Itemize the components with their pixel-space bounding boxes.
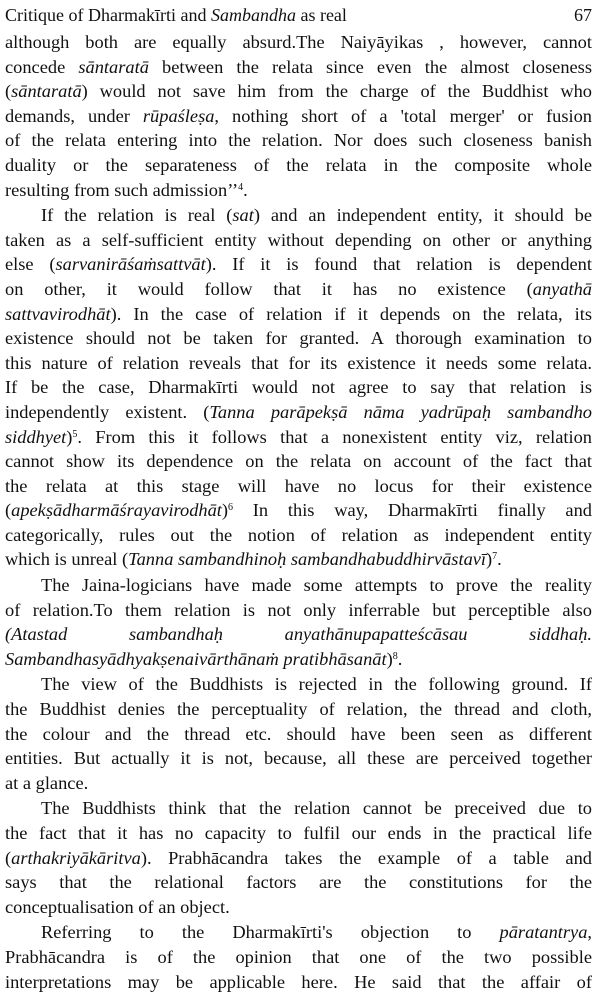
running-header: [5, 2, 592, 28]
text-line: [5, 178, 592, 203]
text-run: Prabhācandra is of the opinion that one of the two possible: [5, 946, 592, 967]
text-run: ): [221, 500, 229, 521]
italic-term: sattvavirodhāt: [5, 303, 111, 324]
italic-term: apekṣādharmāśrayavirodhāt: [11, 500, 222, 521]
text-run: . From this it follows that a nonexistent entity viz, relation: [77, 426, 592, 447]
text-run: conceptualisation of an object.: [5, 896, 230, 917]
italic-term: siddhyet: [5, 426, 67, 447]
text-run: If the relation is real (: [41, 205, 233, 226]
text-line: [5, 672, 592, 697]
text-line: [5, 104, 592, 129]
text-line: [5, 252, 592, 277]
text-run: ). Prabhācandra takes the example of a table and: [140, 847, 592, 868]
text-line: [5, 474, 592, 499]
text-run: In this way, Dharmakīrti finally and: [233, 500, 592, 521]
text-line: [5, 302, 592, 327]
italic-term: pāratantrya: [499, 922, 588, 943]
text-run: If be the case, Dharmakīrti would not agree to say that relation is: [5, 377, 592, 398]
page-body: [5, 28, 592, 994]
text-run: Referring to the Dharmakīrti's objection to: [41, 922, 500, 943]
paragraph: [5, 796, 592, 919]
text-run: resulting from such admission’’: [5, 179, 239, 200]
text-line: [5, 870, 592, 895]
text-line: [5, 722, 592, 747]
text-run: ): [486, 549, 493, 570]
running-title: [5, 5, 347, 26]
text-run: concede: [5, 56, 79, 77]
text-line: [5, 153, 592, 178]
text-run: of the relata entering into the relation. Nor does such closeness banish: [5, 130, 592, 151]
text-run: ) and an independent entity, it should be: [253, 205, 592, 226]
text-run: (: [5, 81, 12, 102]
text-line: [5, 547, 592, 572]
text-run: .: [497, 549, 502, 570]
text-line: [5, 277, 592, 302]
text-line: [5, 425, 592, 450]
footnote-ref: 4: [238, 181, 244, 193]
running-title-text: as real: [295, 4, 347, 25]
text-run: else (: [5, 254, 56, 275]
text-run: demands, under: [5, 105, 143, 126]
paragraph: [5, 203, 592, 572]
text-line: [5, 55, 592, 80]
text-line: [5, 697, 592, 722]
page-number: 67: [574, 4, 592, 25]
text-run: .: [397, 648, 403, 669]
text-line: [5, 622, 592, 647]
text-line: [5, 400, 592, 425]
footnote-ref: 8: [392, 650, 398, 662]
text-line: [5, 128, 592, 153]
text-run: The Jaina-logicians have made some attempts to prove the reality: [41, 575, 592, 596]
italic-term: arthakriyākāritva: [11, 847, 141, 868]
text-line: [5, 203, 592, 228]
text-run: ) would not save him from the charge of the Buddhist who: [81, 81, 592, 102]
text-line: [5, 375, 592, 400]
running-title-text: Critique of Dharmakīrti and: [5, 4, 211, 25]
text-line: [5, 970, 592, 995]
text-line: [5, 821, 592, 846]
text-run: says that the relational factors are the constitutions for the: [5, 872, 592, 893]
paragraph: [5, 573, 592, 671]
text-line: [5, 523, 592, 548]
text-line: [5, 895, 592, 920]
text-run: ): [386, 648, 393, 669]
text-run: The Buddhists think that the relation cannot be preceived due to: [41, 798, 592, 819]
running-title-italic: Sambandha: [210, 4, 296, 25]
text-line: [5, 945, 592, 970]
italic-term: Tanna sambandhinoḥ sambandhabuddhirvāstavī: [128, 549, 487, 570]
footnote-ref: 7: [492, 551, 498, 563]
paragraph: [5, 672, 592, 795]
text-run: on other, it would follow that it has no existence (: [5, 278, 533, 299]
text-run: , nothing short of a 'total merger' or fusion: [214, 105, 592, 126]
text-line: [5, 920, 592, 945]
text-line: [5, 228, 592, 253]
text-line: [5, 647, 592, 672]
text-run: ). In the case of relation if it depends on the relata, its: [110, 303, 592, 324]
text-line: [5, 573, 592, 598]
text-run: categorically, rules out the notion of relation as independent entity: [5, 524, 592, 545]
text-line: [5, 598, 592, 623]
text-run: cannot show its dependence on the relata on account of the fact that: [5, 451, 592, 472]
text-line: [5, 79, 592, 104]
text-run: entities. But actually it is not, because, all these are perceived together: [5, 748, 592, 769]
text-run: the relata at this stage will have no locus for their existence: [5, 475, 592, 496]
paragraph: [5, 30, 592, 202]
italic-term: Tanna parāpekṣā nāma yadrūpaḥ sambandho: [209, 401, 592, 422]
text-run: duality or the separateness of the relata in the composite whole: [5, 154, 592, 175]
footnote-ref: 6: [228, 502, 234, 514]
paragraph: [5, 920, 592, 994]
text-run: interpretations may be applicable here. He said that the affair of: [5, 971, 592, 992]
text-run: this nature of relation reveals that for its existence it needs some relata.: [5, 352, 592, 373]
italic-term: sāntaratā: [11, 81, 82, 102]
text-run: between the relata since even the almost closeness: [148, 56, 592, 77]
italic-term: sāntaratā: [78, 56, 149, 77]
text-line: [5, 796, 592, 821]
italic-term: sarvanirāśaṁsattvāt: [55, 254, 206, 275]
italic-term: Sambandhasyādhyakṣenaivārthānaṁ pratibhāsanāt: [5, 648, 387, 669]
text-run: (: [5, 847, 12, 868]
text-line: [5, 771, 592, 796]
text-run: of relation.To them relation is not only inferrable but perceptible also: [5, 599, 592, 620]
text-run: taken as a self-sufficient entity without depending on other or anything: [5, 229, 592, 250]
text-run: existence should not be taken for granted. A thorough examination to: [5, 328, 592, 349]
text-run: ,: [587, 922, 592, 943]
text-run: the Buddhist denies the perceptuality of relation, the thread and cloth,: [5, 699, 592, 720]
text-run: at a glance.: [5, 772, 89, 793]
text-line: [5, 449, 592, 474]
text-run: ). If it is found that relation is dependent: [205, 254, 592, 275]
text-line: [5, 746, 592, 771]
text-line: [5, 326, 592, 351]
text-run: independently existent. (: [5, 401, 210, 422]
text-run: the colour and the thread etc. should have been seen as different: [5, 723, 592, 744]
text-line: [5, 351, 592, 376]
italic-term: anyathā: [532, 278, 592, 299]
italic-term: rūpaśleṣa: [142, 105, 215, 126]
text-run: which is unreal (: [5, 549, 129, 570]
text-run: the fact that it has no capacity to fulfil our ends in the practical life: [5, 823, 592, 843]
italic-term: sat: [232, 205, 254, 226]
footnote-ref: 5: [72, 428, 78, 440]
italic-term: (Atastad sambandhaḥ anyathānupapatteścāsau siddhaḥ.: [5, 624, 592, 645]
text-run: ): [66, 426, 73, 447]
text-run: .: [243, 179, 248, 200]
text-run: although both are equally absurd.The Naiyāyikas , however, cannot: [5, 32, 592, 52]
text-run: (: [5, 500, 12, 521]
text-line: [5, 498, 592, 523]
text-line: [5, 846, 592, 871]
text-line: [5, 30, 592, 55]
text-run: The view of the Buddhists is rejected in the following ground. If: [41, 674, 592, 695]
